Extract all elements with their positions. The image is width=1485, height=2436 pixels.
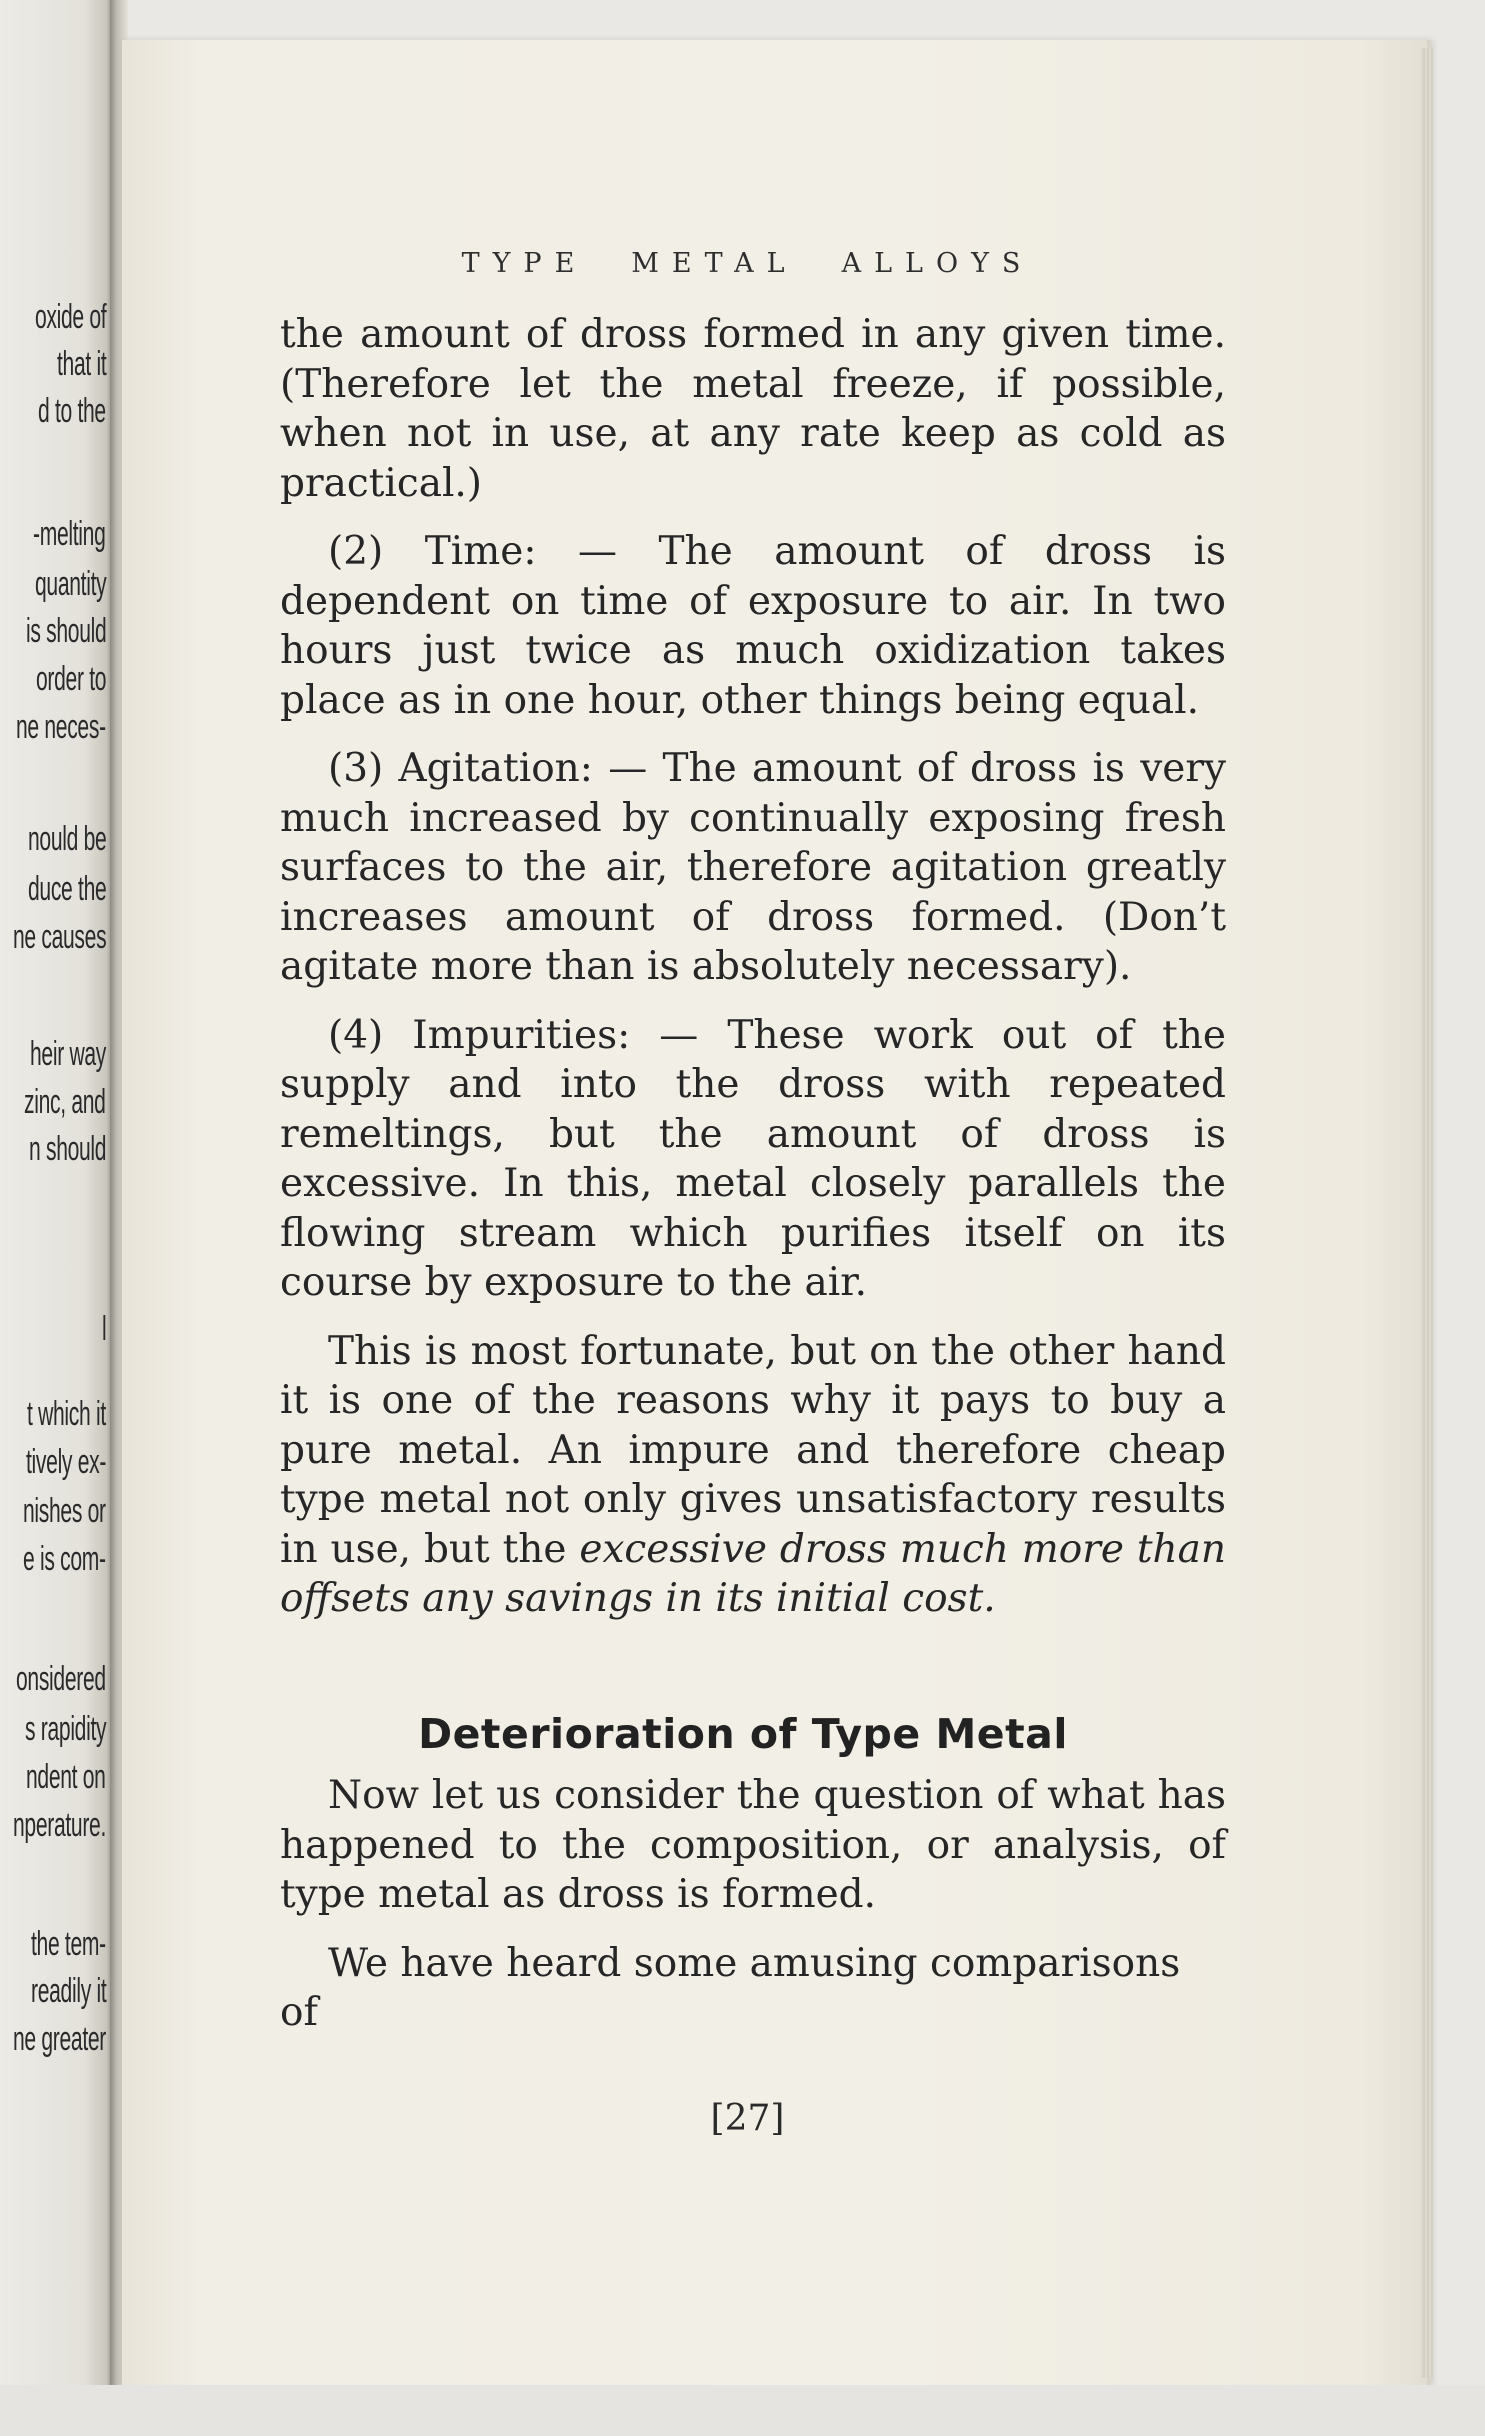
section-heading: Deterioration of Type Metal bbox=[418, 1709, 1068, 1758]
page-number: [27] bbox=[710, 2098, 785, 2139]
facing-page-text-fragment: nishes or bbox=[23, 1492, 106, 1530]
facing-page-text-fragment: -melting bbox=[33, 515, 106, 553]
paragraph-conclusion bbox=[280, 1327, 1226, 1624]
facing-page-text-fragment: t which it bbox=[27, 1395, 106, 1433]
paragraph: We have heard some amusing comparisons of bbox=[280, 1940, 1181, 2035]
running-head bbox=[0, 248, 1485, 279]
paragraph-text: This is most fortunate, but on the other hand it is one of the reasons why it pays to buy a pure metal. An impure and therefore cheap type metal not only gives unsatisfactory results in use, but the bbox=[280, 1328, 1226, 1572]
facing-page-text-fragment: zinc, and bbox=[24, 1083, 106, 1121]
facing-page-text-fragment: s rapidity bbox=[24, 1710, 106, 1748]
italic-emphasis: excessive dross much more than offsets any savings in its initial cost. bbox=[280, 1526, 1226, 1621]
facing-page-text-fragment: ne causes bbox=[12, 918, 106, 956]
facing-page-text-fragment: is should bbox=[25, 612, 106, 650]
facing-page-text-fragment: n should bbox=[28, 1130, 106, 1168]
facing-page-text-fragment: heir way bbox=[29, 1035, 106, 1073]
facing-page-text-fragment: d to the bbox=[38, 392, 106, 430]
facing-page-text-fragment: ne neces- bbox=[16, 708, 106, 746]
facing-page-text-fragment: nperature. bbox=[13, 1806, 106, 1844]
facing-page-text-fragment: ndent on bbox=[26, 1758, 106, 1796]
facing-page-text-fragment: readily it bbox=[30, 1972, 106, 2010]
facing-page-text-fragment: l bbox=[101, 1310, 106, 1348]
facing-page-text-fragment: nould be bbox=[27, 820, 106, 858]
facing-page-left bbox=[0, 0, 112, 2436]
paragraph: the amount of dross formed in any given time. (Therefore let the metal freeze, if possible, when not in use, at any rate keep as cold as practical.) bbox=[280, 312, 1226, 506]
facing-page-text-fragment: the tem- bbox=[31, 1925, 106, 1963]
paragraph: Now let us consider the question of what has happened to the composition, or analysis, of type metal as dross is formed. bbox=[280, 1773, 1226, 1917]
facing-page-text-fragment: oxide of bbox=[34, 298, 106, 336]
facing-page-text-fragment: onsidered bbox=[16, 1660, 106, 1698]
facing-page-text-fragment: ne greater bbox=[13, 2020, 106, 2058]
running-head-word: ALLOYS bbox=[841, 248, 1034, 279]
facing-page-text-fragment: tively ex- bbox=[25, 1443, 106, 1481]
running-head-word: TYPE bbox=[461, 248, 588, 279]
paragraph-time: (2) Time: — The amount of dross is dependent on time of exposure to air. In two hours just twice as much oxidization takes place as in one hour, other things being equal. bbox=[280, 529, 1226, 723]
facing-page-text-fragment: duce the bbox=[27, 870, 106, 908]
facing-page-text-fragment: quantity bbox=[34, 565, 106, 603]
facing-page-text-fragment: e is com- bbox=[23, 1540, 106, 1578]
scan-background bbox=[0, 2385, 1485, 2436]
page-body bbox=[280, 310, 1226, 2057]
facing-page-text-fragment: that it bbox=[56, 345, 106, 383]
running-head-word: METAL bbox=[631, 248, 798, 279]
paragraph-agitation: (3) Agitation: — The amount of dross is very much increased by continually exposing fresh surfaces to the air, therefore agitation greatly increases amount of dross formed. (Don’t agitate more than is absolutely necessary). bbox=[280, 746, 1226, 989]
page-edges bbox=[1421, 48, 1433, 2378]
facing-page-text-fragment: order to bbox=[35, 660, 106, 698]
paragraph-impurities: (4) Impurities: — These work out of the supply and into the dross with repeated remeltings, but the amount of dross is excessive. In this, metal closely parallels the flowing stream which purifies itself on its course by exposure to the air. bbox=[280, 1012, 1226, 1305]
